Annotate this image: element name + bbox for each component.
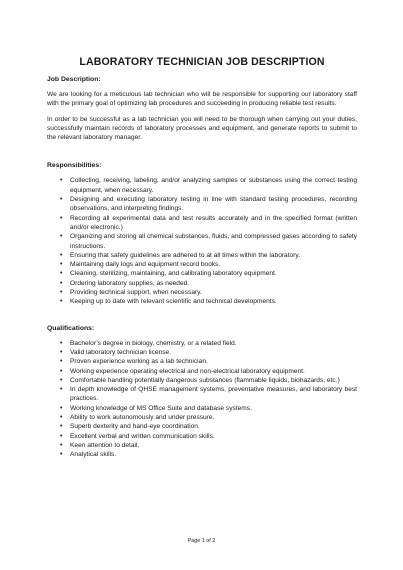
bullet-icon: • (60, 233, 63, 241)
requirements-paragraph: In order to be successful as a lab technician you will need to be thorough when carrying out your duties, successfully maintain records of laboratory processes and equipment, and generate reports to submit to the relevant laboratory manager. (47, 115, 357, 142)
bullet-icon: • (60, 386, 63, 394)
bullet-icon: • (60, 451, 63, 459)
list-item: • Collecting, receiving, labeling, and/or analyzing samples or substances using the correct testing equipment, when necessary. (60, 177, 357, 194)
list-item: • Bachelor’s degree in biology, chemistry, or a related field. (60, 339, 237, 347)
bullet-icon: • (60, 404, 63, 412)
bullet-icon: • (60, 376, 63, 384)
list-item: • Cleaning, sterilizing, maintaining, and calibrating laboratory equipment. (60, 270, 277, 278)
list-item: • Ensuring that safety guidelines are adhered to at all times within the laboratory. (60, 251, 301, 259)
page-title: LABORATORY TECHNICIAN JOB DESCRIPTION (79, 56, 325, 68)
responsibilities-list (47, 176, 357, 306)
job-description-heading: Job Description: (47, 76, 101, 83)
bullet-icon: • (60, 270, 63, 278)
bullet-icon: • (60, 423, 63, 431)
intro-paragraph: We are looking for a meticulous lab technician who will be responsible for supporting our laboratory staff with the primary goal of optimizing lab procedures and succeeding in producing reliable test results. (47, 91, 357, 108)
list-item: • Ability to work autonomously and under pressure. (60, 414, 215, 422)
bullet-icon: • (60, 289, 63, 297)
bullet-icon: • (60, 432, 63, 440)
list-item: • Keeping up to date with relevant scientific and technical developments. (60, 298, 277, 306)
bullet-icon: • (60, 261, 63, 269)
list-item: • Comfortable handling potentially dangerous substances (flammable liquids, biohazards, etc.) (60, 376, 340, 384)
list-item: • Valid laboratory technician license. (60, 348, 172, 356)
bullet-icon: • (60, 196, 63, 204)
page-number: Page 1 of 2 (187, 538, 216, 544)
qualifications-heading: Qualifications: (47, 324, 95, 332)
list-item: • In depth knowledge of QHSE management systems, preventative measures, and laboratory best practices. (60, 386, 357, 403)
list-item: • Superb dexterity and hand-eye coordination. (60, 423, 200, 431)
bullet-icon: • (60, 214, 63, 222)
bullet-icon: • (60, 348, 63, 356)
bullet-icon: • (60, 251, 63, 259)
bullet-icon: • (60, 339, 63, 347)
bullet-icon: • (60, 298, 63, 306)
responsibilities-heading: Responsibilities: (47, 162, 102, 170)
bullet-icon: • (60, 414, 63, 422)
qualifications-list (47, 339, 357, 460)
list-item: • Recording all experimental data and test results accurately and in the specified format (written and/or electronic.) (60, 214, 357, 231)
bullet-icon: • (60, 441, 63, 449)
list-item: • Ordering laboratory supplies, as needed. (60, 279, 190, 287)
bullet-icon: • (60, 177, 63, 185)
list-item: • Proven experience working as a lab technician. (60, 358, 208, 366)
list-item: • Maintaining daily logs and equipment record books. (60, 261, 221, 269)
bullet-icon: • (60, 367, 63, 375)
list-item: • Excellent verbal and written communication skills. (60, 432, 215, 440)
list-item: • Providing technical support, when necessary. (60, 289, 202, 297)
list-item: • Working knowledge of MS Office Suite and database systems. (60, 404, 252, 412)
list-item: • Designing and executing laboratory testing in line with standard testing procedures, recording observations, and interpreting findings. (60, 196, 357, 213)
bullet-icon: • (60, 358, 63, 366)
list-item: • Working experience operating electrical and non-electrical laboratory equipment. (60, 367, 305, 375)
list-item: • Organizing and storing all chemical substances, fluids, and compressed gases according to safety instructions. (60, 233, 357, 250)
list-item: • Keen attention to detail. (60, 441, 140, 449)
list-item: • Analytical skills. (60, 451, 117, 459)
bullet-icon: • (60, 279, 63, 287)
